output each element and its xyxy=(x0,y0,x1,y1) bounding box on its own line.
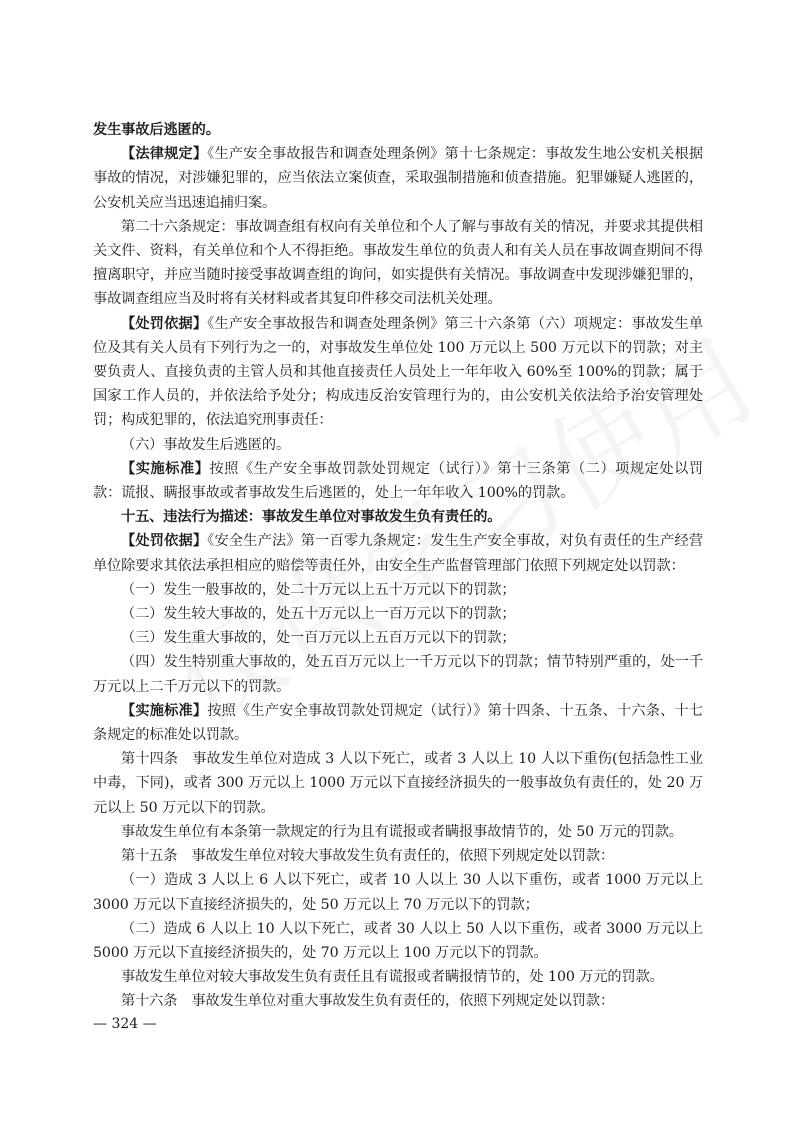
tagged-paragraph xyxy=(93,699,703,747)
paragraph: （二）发生较大事故的，处五十万元以上一百万元以下的罚款； xyxy=(121,606,516,623)
paragraph-tag: 【实施标准】 xyxy=(121,702,208,719)
paragraph-tag: 【处罚依据】 xyxy=(121,315,208,332)
paragraph-text: 《生产安全事故报告和调查处理条例》第十七条规定：事故发生地公安机关根据事故的情况，对涉嫌犯罪的，应当依法立案侦查，采取强制措施和侦查措施。犯罪嫌疑人逃匿的，公安机关应当迅速追捕归案。 xyxy=(93,146,704,211)
paragraph: 事故发生单位有本条第一款规定的行为且有谎报或者瞒报事故情节的，处 50 万元的罚款。 xyxy=(121,823,684,840)
paragraph: 第十四条 事故发生单位对造成 3 人以下死亡，或者 3 人以上 10 人以下重伤(包括急性工业中毒，下同)，或者 300 万元以上 1000 万元以下直接经济损失的一般事故负有责任的，处 20 万元以上 50 万元以下的罚款。 xyxy=(93,751,703,816)
paragraph-tag: 【处罚依据】 xyxy=(121,533,208,550)
paragraph: （三）发生重大事故的，处一百万元以上五百万元以下的罚款； xyxy=(121,630,516,647)
paragraph-text: 《安全生产法》第一百零九条规定：发生生产安全事故，对负有责任的生产经营单位除要求其依法承担相应的赔偿等责任外，由安全生产监督管理部门依照下列规定处以罚款： xyxy=(93,533,704,574)
document-body xyxy=(93,118,703,1014)
paragraph-tag: 【法律规定】 xyxy=(121,146,208,163)
section-heading: 发生事故后逃匿的。 xyxy=(93,122,220,138)
tagged-paragraph xyxy=(93,312,703,433)
paragraph-text: 按照《生产安全事故罚款处罚规定（试行）》第十三条第（二）项规定处以罚款：谎报、瞒报事故或者事故发生后逃匿的，处上一年年收入 100%的罚款。 xyxy=(93,460,703,502)
paragraph: （一）造成 3 人以上 6 人以下死亡，或者 10 人以上 30 人以下重伤，或者 1000 万元以上 3000 万元以下直接经济损失的，处 50 万元以上 70 万元以下的罚款； xyxy=(93,872,703,913)
paragraph: 事故发生单位对较大事故发生负有责任且有谎报或者瞒报情节的，处 100 万元的罚款。 xyxy=(121,969,664,986)
paragraph: （一）发生一般事故的，处二十万元以上五十万元以下的罚款； xyxy=(121,581,516,598)
paragraph: 第二十六条规定：事故调查组有权向有关单位和个人了解与事故有关的情况，并要求其提供相关文件、资料，有关单位和个人不得拒绝。事故发生单位的负责人和有关人员在事故调查期间不得擅离职守，并应当随时接受事故调查组的询问，如实提供有关情况。事故调查中发现涉嫌犯罪的，事故调查组应当及时将有关材料或者其复印件移交司法机关处理。 xyxy=(93,218,703,308)
paragraph-tag: 【实施标准】 xyxy=(121,460,210,477)
section-heading: 十五、违法行为描述：事故发生单位对事故发生负有责任的。 xyxy=(121,509,502,526)
tagged-paragraph xyxy=(93,529,703,577)
page-number: — 324 — xyxy=(93,1016,157,1032)
paragraph-text: 按照《生产安全事故罚款处罚规定（试行）》第十四条、十五条、十六条、十七条规定的标准处以罚款。 xyxy=(93,702,704,744)
tagged-paragraph xyxy=(93,142,703,215)
paragraph: （六）事故发生后逃匿的。 xyxy=(121,436,291,453)
paragraph: 第十六条 事故发生单位对重大事故发生负有责任的，依照下列规定处以罚款： xyxy=(121,993,615,1010)
tagged-paragraph xyxy=(93,457,703,505)
paragraph-text: 《生产安全事故报告和调查处理条例》第三十六条第（六）项规定：事故发生单位及其有关人员有下列行为之一的，对事故发生单位处 100 万元以上 500 万元以下的罚款；对主要负责人、直接负责的主管人员和其他直接责任人员处上一年年收入 60%至 100%的罚款；属于国家工作人员的，并依法给予处分；构成违反治安管理行为的，由公安机关依法给予治安管理处罚；构成犯罪的，依法追究刑事责任： xyxy=(93,315,704,429)
paragraph: 第十五条 事故发生单位对较大事故发生负有责任的，依照下列规定处以罚款： xyxy=(121,848,615,865)
paragraph: （二）造成 6 人以上 10 人以下死亡，或者 30 人以上 50 人以下重伤，或者 3000 万元以上 5000 万元以下直接经济损失的，处 70 万元以上 100 万元以下的罚款。 xyxy=(93,920,703,961)
paragraph: （四）发生特别重大事故的，处五百万元以上一千万元以下的罚款；情节特别严重的，处一千万元以上二千万元以下的罚款。 xyxy=(93,654,703,695)
